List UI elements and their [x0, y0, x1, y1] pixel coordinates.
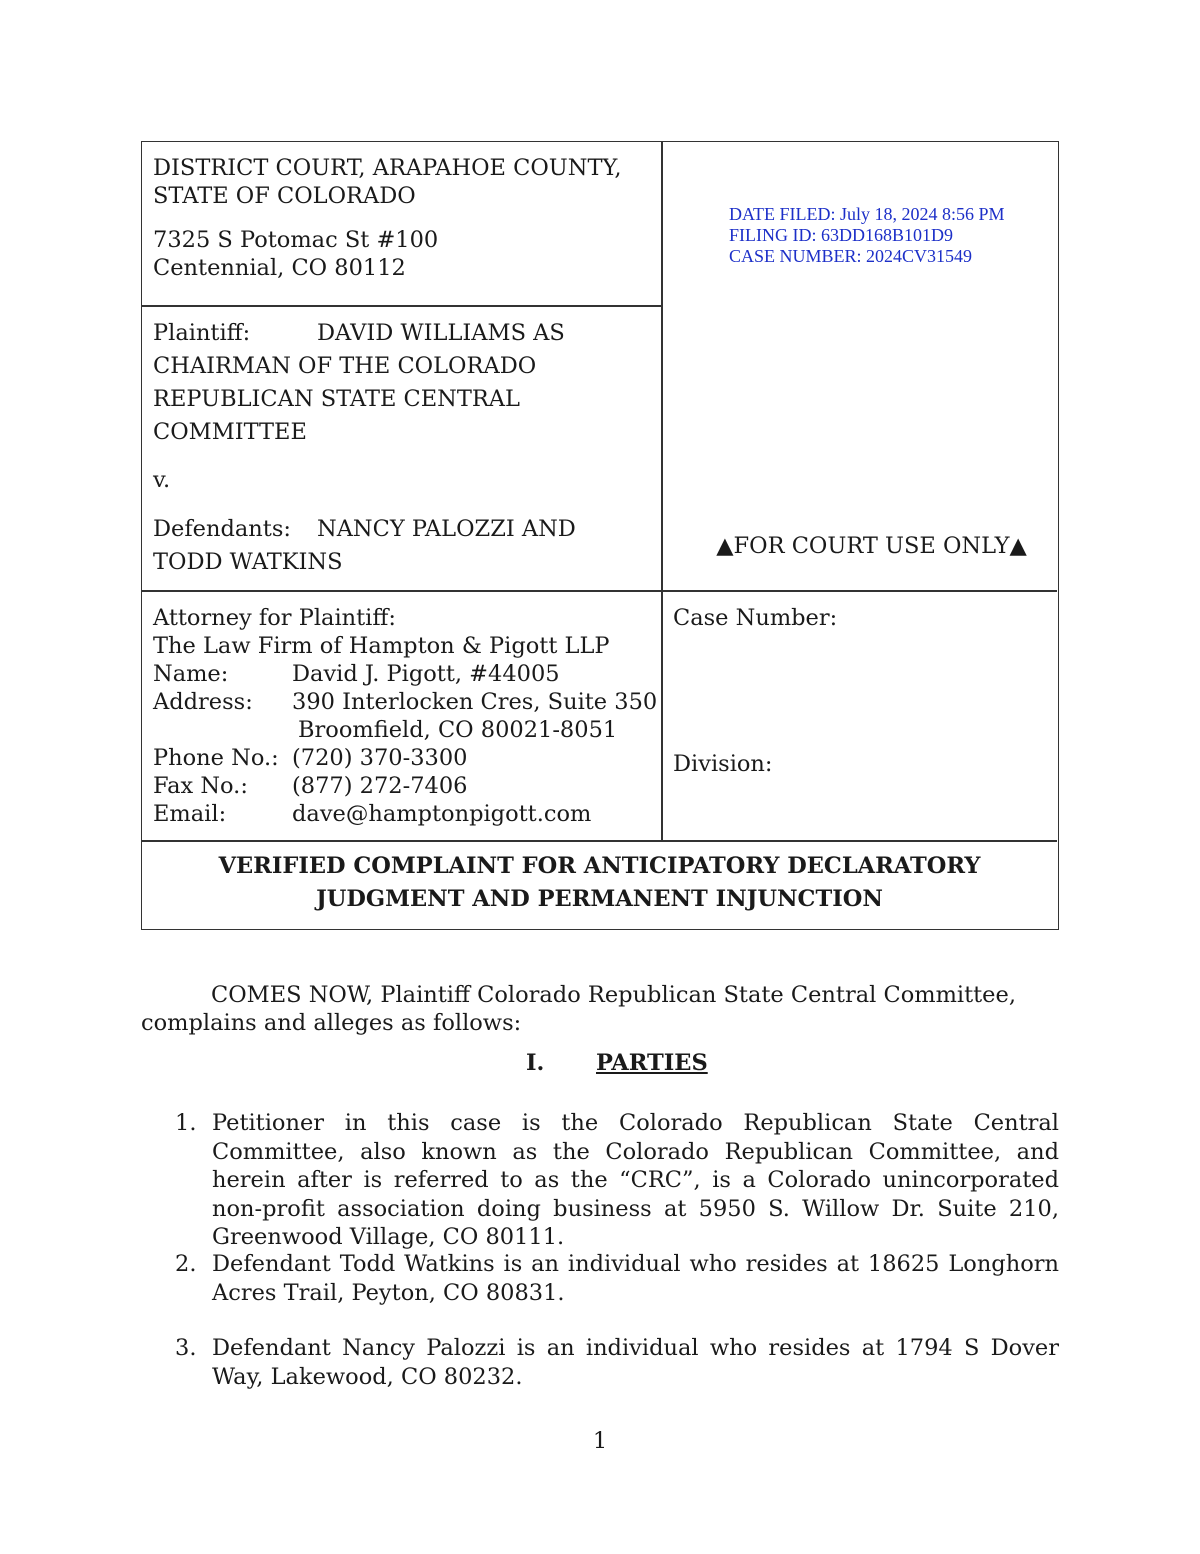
plaintiff-label: Plaintiff:	[153, 320, 251, 346]
fax-label: Fax No.:	[153, 773, 248, 799]
paragraph-number: 1.	[175, 1110, 197, 1136]
plaintiff-name-line4: COMMITTEE	[153, 419, 307, 445]
stamp-filing-id: FILING ID: 63DD168B101D9	[729, 225, 953, 245]
numbered-paragraph	[175, 1109, 1059, 1252]
attorney-address-row	[153, 688, 657, 716]
section-heading	[526, 1050, 708, 1076]
case-number-label: Case Number:	[673, 605, 838, 631]
attorney-fax: (877) 272-7406	[292, 773, 468, 799]
versus-text: v.	[153, 467, 171, 493]
address-label: Address:	[153, 689, 253, 715]
attorney-heading: Attorney for Plaintiff:	[153, 605, 396, 631]
caption-divider-parties	[142, 590, 1057, 592]
attorney-firm: The Law Firm of Hampton & Pigott LLP	[153, 633, 610, 659]
attorney-phone-row	[153, 744, 467, 772]
defendants-label: Defendants:	[153, 516, 291, 542]
name-label: Name:	[153, 661, 229, 687]
caption-vertical-divider	[661, 142, 663, 840]
document-title	[142, 850, 1057, 916]
attorney-address-line2: Broomfield, CO 80021-8051	[298, 717, 618, 743]
intro-paragraph	[141, 981, 1059, 1037]
numbered-paragraph	[175, 1334, 1059, 1391]
court-address-line2: Centennial, CO 80112	[153, 255, 406, 281]
page-number: 1	[592, 1428, 608, 1454]
attorney-email: dave@hamptonpigott.com	[292, 801, 592, 827]
attorney-name-row	[153, 660, 560, 688]
plaintiff-name-line1: DAVID WILLIAMS AS	[317, 320, 565, 346]
court-name-line1: DISTRICT COURT, ARAPAHOE COUNTY,	[153, 155, 622, 181]
defendants-name-line1: NANCY PALOZZI AND	[317, 516, 576, 542]
attorney-address-line1: 390 Interlocken Cres, Suite 350	[292, 689, 658, 715]
attorney-email-row	[153, 800, 591, 828]
paragraph-text: Defendant Todd Watkins is an individual who resides at 18625 Longhorn Acres Trail, Peyton, CO 80831.	[212, 1251, 1059, 1306]
stamp-date-filed: DATE FILED: July 18, 2024 8:56 PM	[729, 204, 1005, 224]
section-title: PARTIES	[596, 1050, 708, 1076]
caption-divider-court	[142, 305, 663, 307]
phone-label: Phone No.:	[153, 745, 279, 771]
paragraph-number: 3.	[175, 1335, 197, 1361]
defendants-name-line2: TODD WATKINS	[153, 549, 343, 575]
court-address-line1: 7325 S Potomac St #100	[153, 227, 439, 253]
stamp-case-number: CASE NUMBER: 2024CV31549	[729, 246, 973, 266]
plaintiff-name-line3: REPUBLICAN STATE CENTRAL	[153, 386, 520, 412]
numbered-paragraph	[175, 1250, 1059, 1307]
intro-line1: COMES NOW, Plaintiff Colorado Republican State Central Committee,	[211, 982, 1016, 1008]
document-title-line2: JUDGMENT AND PERMANENT INJUNCTION	[316, 886, 883, 912]
court-name-line2: STATE OF COLORADO	[153, 183, 416, 209]
plaintiff-name-line2: CHAIRMAN OF THE COLORADO	[153, 353, 537, 379]
caption-divider-title	[142, 840, 1057, 842]
paragraph-text: Petitioner in this case is the Colorado Republican State Central Committee, also known as the Colorado Republican Committee, and herein after is referred to as the “CRC”, is a Colorado unincorporated non-profit association doing business at 5950 S. Willow Dr. Suite 210, Greenwood Village, CO 80111.	[212, 1110, 1059, 1250]
attorney-name: David J. Pigott, #44005	[292, 661, 560, 687]
division-label: Division:	[673, 751, 773, 777]
case-caption-table	[141, 141, 1059, 930]
attorney-phone: (720) 370-3300	[292, 745, 468, 771]
paragraph-number: 2.	[175, 1251, 197, 1277]
section-number: I.	[526, 1050, 545, 1076]
document-title-line1: VERIFIED COMPLAINT FOR ANTICIPATORY DECLARATORY	[218, 853, 981, 879]
email-label: Email:	[153, 801, 227, 827]
court-use-only-label: ▲FOR COURT USE ONLY▲	[716, 533, 1027, 559]
attorney-fax-row	[153, 772, 467, 800]
filing-stamp	[729, 204, 1005, 267]
intro-line2: complains and alleges as follows:	[141, 1010, 522, 1036]
paragraph-text: Defendant Nancy Palozzi is an individual who resides at 1794 S Dover Way, Lakewood, CO 80232.	[212, 1335, 1059, 1390]
